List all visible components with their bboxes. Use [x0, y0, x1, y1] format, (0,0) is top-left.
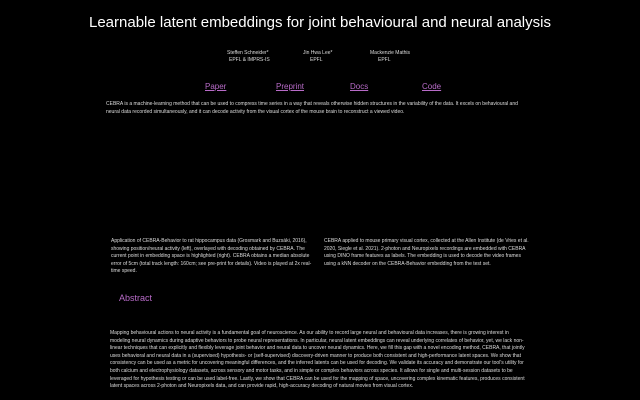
author-3 [370, 50, 410, 64]
video-caption-right: CEBRA applied to mouse primary visual cortex, collected at the Allen Institute (de Vries et al. 2020, Siegle et al. 2021). 2-photon and Neuropixels recordings are embedded with CEBRA using DINO frame features as labels. The embedding is used to decode the video frames using a kNN decoder on the CEBRA-Behavior embedding from the test set. [324, 238, 529, 267]
author-affiliation: EPFL & IMPRS-IS [229, 57, 270, 63]
author-affiliation: EPFL [378, 57, 391, 63]
page-title: Learnable latent embeddings for joint behavioural and neural analysis [89, 14, 551, 31]
preprint-link[interactable]: Preprint [276, 82, 305, 91]
author-name: Jin Hwa Lee* [303, 50, 333, 56]
author-affiliation: EPFL [310, 57, 323, 63]
intro-paragraph: CEBRA is a machine-learning method that can be used to compress time series in a way that reveals otherwise hidden structures in the variability of the data. It excels on behavioural and neural data recorded simultaneously, and it can decode activity from the visual cortex of the mouse brain to reconstruct a viewed video. [106, 101, 518, 115]
author-name: Steffen Schneider* [227, 50, 269, 56]
abstract-text: Mapping behavioural actions to neural activity is a fundamental goal of neuroscience. As our ability to record large neural and behavioural data increases, there is growing interest in modeling neural dynamics during adaptive behaviors to probe neural representations. In particular, neural latent embeddings can reveal underlying correlates of behavior, yet, we lack non-linear techniques that can explicitly and flexibly leverage joint behavior and neural data to uncover neural dynamics. Here, we fill this gap with a novel encoding method, CEBRA, that jointly uses behavioral and neural data in a (supervised) hypothesis- or (self-supervised) discovery-driven manner to produce both consistent and high-performance latent spaces. We show that consistency can be used as a metric for uncovering meaningful differences, and the inferred latents can be used for decoding. We validate its accuracy and demonstrate our tool's utility for both calcium and electrophysiology datasets, across sensory and motor tasks, and in simple or complex behaviors across species. It allows for single and multi-session datasets to be leveraged for hypothesis testing or can be used label-free. Lastly, we show that CEBRA can be used for the mapping of space, uncovering complex kinematic features, produces consistent latent spaces across 2-photon and Neuropixels data, and can provide rapid, high-accuracy decoding of natural movies from visual cortex. [110, 330, 525, 390]
author-1 [227, 50, 270, 64]
paper-link[interactable]: Paper [205, 82, 227, 91]
author-2 [303, 50, 332, 64]
video-caption-left: Application of CEBRA-Behavior to rat hippocampus data (Grosmark and Buzsáki, 2016), showing position/neural activity (left), overlayed with decoding obtained by CEBRA. The current point in embedding space is highlighted (right). CEBRA obtains a median absolute error of 5cm (total track length: 160cm; see pre-print for details). Video is played at 2x real-time speed. [111, 238, 312, 275]
author-name: Mackenzie Mathis [370, 50, 411, 56]
abstract-heading: Abstract [119, 293, 153, 303]
code-link[interactable]: Code [422, 82, 442, 91]
docs-link[interactable]: Docs [350, 82, 369, 91]
